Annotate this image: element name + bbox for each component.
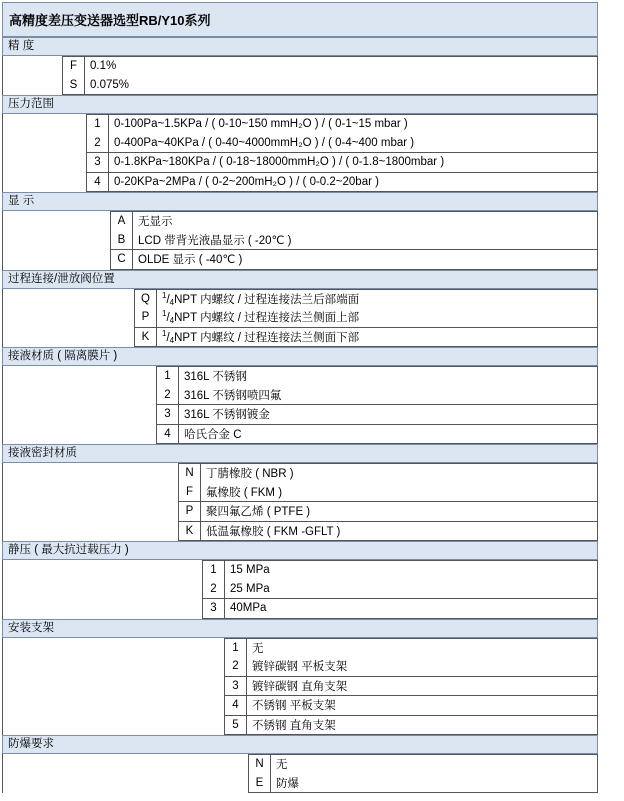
section-indent bbox=[2, 638, 224, 736]
option-description: 316L 不锈钢 bbox=[184, 371, 247, 384]
section-indent bbox=[2, 114, 86, 192]
option-row-seal bbox=[178, 502, 598, 522]
option-description: LCD 带背光液晶显示 ( -20℃ ) bbox=[138, 234, 292, 247]
section-indent bbox=[2, 211, 110, 270]
option-row-pressure bbox=[86, 173, 598, 193]
section-indent bbox=[2, 754, 248, 793]
section-indent bbox=[2, 56, 62, 95]
option-description: 防爆 bbox=[276, 777, 299, 790]
option-code: F bbox=[179, 483, 201, 502]
option-code: 5 bbox=[225, 716, 247, 735]
option-description: 0-1.8KPa~180KPa / ( 0-18~18000mmH₂O ) / ( 0-1.8~1800mbar ) bbox=[114, 156, 445, 169]
option-code: 1 bbox=[225, 639, 247, 658]
option-code: N bbox=[249, 755, 271, 774]
section-indent bbox=[2, 463, 178, 541]
option-row-bracket bbox=[224, 716, 598, 736]
option-row-pressure bbox=[86, 114, 598, 135]
option-row-accuracy bbox=[62, 76, 598, 96]
option-description: $^1/_4NPT$ 内螺纹 / 过程连接法兰侧面上部 bbox=[162, 309, 360, 326]
section-header-static: 静压 ( 最大抗过载压力 ) bbox=[2, 541, 598, 560]
option-row-wetted bbox=[156, 405, 598, 425]
option-row-pressure bbox=[86, 153, 598, 173]
option-row-wetted bbox=[156, 425, 598, 445]
option-code: S bbox=[63, 76, 85, 95]
option-code: 3 bbox=[87, 153, 109, 172]
option-code: C bbox=[111, 250, 133, 269]
option-description: 丁腈橡胶 ( NBR ) bbox=[206, 468, 294, 481]
option-description: 0-20KPa~2MPa / ( 0-2~200mH₂O ) / ( 0-0.2~20bar ) bbox=[114, 175, 379, 188]
option-description: $^1/_4NPT$ 内螺纹 / 过程连接法兰后部端面 bbox=[162, 290, 360, 307]
option-code: 1 bbox=[87, 115, 109, 134]
option-row-explosion bbox=[248, 754, 598, 775]
option-description: 镀锌碳钢 直角支架 bbox=[252, 680, 348, 693]
section-header-pressure: 压力范围 bbox=[2, 95, 598, 114]
option-row-seal bbox=[178, 463, 598, 484]
option-row-process bbox=[134, 328, 598, 348]
option-description: 无 bbox=[276, 759, 288, 772]
option-code: 2 bbox=[225, 657, 247, 676]
option-row-seal bbox=[178, 522, 598, 542]
option-code: P bbox=[135, 308, 157, 327]
option-code: K bbox=[179, 522, 201, 541]
option-description: 不锈钢 直角支架 bbox=[252, 719, 336, 732]
option-description: 哈氏合金 C bbox=[184, 428, 242, 441]
option-row-seal bbox=[178, 483, 598, 503]
option-code: A bbox=[111, 212, 133, 231]
option-row-process bbox=[134, 289, 598, 310]
section-header-bracket: 安装支架 bbox=[2, 619, 598, 638]
section-header-explosion: 防爆要求 bbox=[2, 735, 598, 754]
option-row-process bbox=[134, 308, 598, 328]
option-code: Q bbox=[135, 290, 157, 309]
option-code: 3 bbox=[157, 405, 179, 424]
option-row-display bbox=[110, 231, 598, 251]
option-description: 25 MPa bbox=[230, 582, 270, 595]
option-code: 3 bbox=[203, 599, 225, 618]
option-row-explosion bbox=[248, 774, 598, 794]
fraction-denominator: 4 bbox=[169, 297, 175, 307]
option-description: 0.1% bbox=[90, 60, 117, 73]
option-description: 氟橡胶 ( FKM ) bbox=[206, 486, 283, 499]
option-description: 不锈钢 平板支架 bbox=[252, 700, 336, 713]
option-description: 低温氟橡胶 ( FKM -GFLT ) bbox=[206, 525, 341, 538]
section-header-accuracy: 精 度 bbox=[2, 37, 598, 56]
option-description: 无显示 bbox=[138, 216, 173, 229]
option-code: 2 bbox=[87, 134, 109, 153]
option-description: 316L 不锈钢喷四氟 bbox=[184, 389, 282, 402]
option-code: 1 bbox=[157, 367, 179, 386]
fraction-numerator: 1 bbox=[162, 290, 167, 300]
fraction-numerator: 1 bbox=[162, 328, 167, 338]
option-description: 15 MPa bbox=[230, 564, 270, 577]
option-description: 无 bbox=[252, 642, 264, 655]
option-code: F bbox=[63, 57, 85, 76]
selection-table bbox=[2, 2, 598, 798]
option-description: $^1/_4NPT$ 内螺纹 / 过程连接法兰侧面下部 bbox=[162, 328, 360, 345]
option-code: B bbox=[111, 231, 133, 250]
option-row-wetted bbox=[156, 386, 598, 406]
option-row-static bbox=[202, 560, 598, 581]
option-row-accuracy bbox=[62, 56, 598, 77]
option-code: N bbox=[179, 464, 201, 483]
option-row-display bbox=[110, 211, 598, 232]
option-row-bracket bbox=[224, 657, 598, 677]
option-description: 40MPa bbox=[230, 602, 267, 615]
fraction-denominator: 4 bbox=[169, 316, 175, 326]
option-row-bracket bbox=[224, 696, 598, 716]
section-header-display: 显 示 bbox=[2, 192, 598, 211]
fraction-denominator: 4 bbox=[169, 335, 175, 345]
section-indent bbox=[2, 560, 202, 619]
option-description: OLDE 显示 ( -40℃ ) bbox=[138, 254, 243, 267]
option-row-pressure bbox=[86, 134, 598, 154]
option-description: 聚四氟乙烯 ( PTFE ) bbox=[206, 506, 311, 519]
option-description: 0-400Pa~40KPa / ( 0-40~4000mmH₂O ) / ( 0-4~400 mbar ) bbox=[114, 136, 415, 149]
section-indent bbox=[2, 289, 134, 348]
section-header-process: 过程连接/泄放阀位置 bbox=[2, 270, 598, 289]
option-row-static bbox=[202, 580, 598, 600]
option-description: 镀锌碳钢 平板支架 bbox=[252, 661, 348, 674]
option-code: 3 bbox=[225, 677, 247, 696]
page-title: 高精度差压变送器选型RB/Y10系列 bbox=[2, 2, 598, 37]
option-description: 0.075% bbox=[90, 78, 130, 91]
option-code: E bbox=[249, 774, 271, 793]
section-indent bbox=[2, 366, 156, 444]
option-code: 4 bbox=[87, 173, 109, 192]
fraction-numerator: 1 bbox=[162, 309, 167, 319]
option-row-static bbox=[202, 599, 598, 619]
option-code: 2 bbox=[203, 580, 225, 599]
option-row-display bbox=[110, 250, 598, 270]
option-code: P bbox=[179, 502, 201, 521]
option-description: 316L 不锈钢镀金 bbox=[184, 409, 270, 422]
section-header-seal: 接液密封材质 bbox=[2, 444, 598, 463]
option-row-bracket bbox=[224, 638, 598, 659]
option-code: 1 bbox=[203, 561, 225, 580]
option-code: 4 bbox=[157, 425, 179, 444]
option-row-wetted bbox=[156, 366, 598, 387]
option-row-bracket bbox=[224, 677, 598, 697]
option-code: 4 bbox=[225, 696, 247, 715]
section-header-wetted: 接液材质 ( 隔离膜片 ) bbox=[2, 347, 598, 366]
option-description: 0-100Pa~1.5KPa / ( 0-10~150 mmH₂O ) / ( 0-1~15 mbar ) bbox=[114, 118, 408, 131]
option-code: K bbox=[135, 328, 157, 347]
option-code: 2 bbox=[157, 386, 179, 405]
